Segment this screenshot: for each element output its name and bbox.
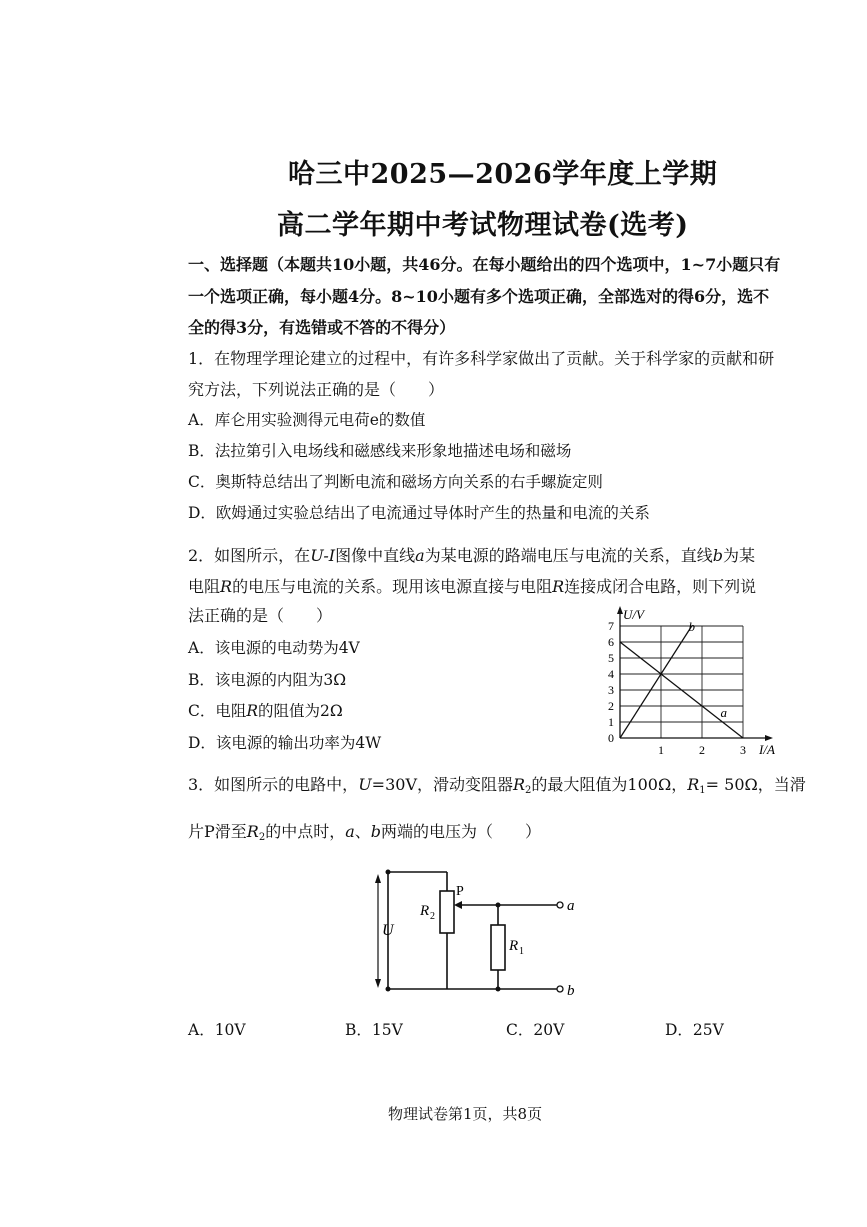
y-tick-label: 7 bbox=[608, 619, 614, 633]
q3-r2-var: R bbox=[513, 775, 526, 794]
q2-ui-var: U-I bbox=[310, 546, 336, 565]
q1-stem-line1: 1．在物理学理论建立的过程中，有许多科学家做出了贡献。关于科学家的贡献和研 bbox=[188, 349, 775, 368]
series-label-b: b bbox=[688, 618, 695, 634]
q3-stem-text: 、 bbox=[354, 822, 371, 841]
arrow-up-icon bbox=[375, 874, 381, 883]
q3-stem-text: 片P滑至 bbox=[188, 822, 247, 841]
r2-resistor bbox=[440, 891, 454, 933]
q3-stem-text: =30V，滑动变阻器 bbox=[371, 775, 513, 794]
section-instruction-line1: 一、选择题（本题共10小题，共46分。在每小题给出的四个选项中，1~7小题只有 bbox=[188, 255, 781, 274]
y-tick-label: 3 bbox=[608, 683, 614, 697]
q2-stem-text: 为某 bbox=[722, 546, 755, 565]
q3-stem-line2 bbox=[188, 822, 541, 848]
x-axis-label: I/A bbox=[759, 742, 775, 757]
q3-a-var: a bbox=[345, 822, 355, 841]
q2-option-c bbox=[188, 701, 343, 721]
q2-stem-text: 图像中直线 bbox=[335, 546, 416, 565]
exam-title-line1: 哈三中2025—2026学年度上学期 bbox=[288, 159, 718, 190]
terminal-a-label: a bbox=[567, 898, 575, 914]
q2-r-var: R bbox=[220, 577, 233, 596]
q3-option-b: B．15V bbox=[345, 1021, 403, 1039]
u-label: U bbox=[382, 922, 394, 939]
q3-b-var: b bbox=[370, 822, 382, 841]
q1-option-b: B．法拉第引入电场线和磁感线来形象地描述电场和磁场 bbox=[188, 442, 572, 460]
x-tick-label: 3 bbox=[740, 743, 746, 757]
y-tick-label: 1 bbox=[608, 715, 614, 729]
q1-option-c: C．奥斯特总结出了判断电流和磁场方向关系的右手螺旋定则 bbox=[188, 473, 603, 491]
q2-line-b-var: b bbox=[712, 546, 723, 565]
section-instruction-line3: 全的得3分，有选错或不答的不得分） bbox=[188, 318, 456, 337]
q3-stem-text: 3．如图所示的电路中， bbox=[188, 775, 359, 794]
q3-option-c: C．20V bbox=[506, 1021, 565, 1039]
q3-option-d: D．25V bbox=[665, 1021, 724, 1039]
circuit-diagram bbox=[370, 855, 590, 1005]
q2-option-text: C．电阻 bbox=[188, 702, 247, 720]
q2-option-text: B．该电源的内阻为3Ω bbox=[188, 671, 347, 689]
q2-stem-line2 bbox=[188, 577, 756, 597]
r1-label: R bbox=[509, 938, 519, 954]
q2-option-d bbox=[188, 733, 381, 753]
slider-label-p: P bbox=[456, 884, 464, 899]
terminal-a bbox=[557, 902, 563, 908]
q2-line-a-var: a bbox=[415, 546, 425, 565]
r2-label-sub: 2 bbox=[430, 911, 435, 922]
q2-stem-line1 bbox=[188, 546, 755, 566]
q2-stem-text: 连接成闭合电路，则下列说 bbox=[564, 577, 757, 596]
y-axis-label: U/V bbox=[623, 607, 644, 622]
q3-r1-var: R bbox=[687, 775, 700, 794]
exam-title-line2: 高二学年期中考试物理试卷(选考) bbox=[277, 210, 689, 241]
q3-stem-line1 bbox=[188, 775, 806, 801]
page-footer: 物理试卷第1页，共8页 bbox=[388, 1105, 543, 1123]
q3-stem-text: 的中点时， bbox=[265, 822, 346, 841]
x-tick-label: 2 bbox=[699, 743, 705, 757]
q3-stem-text: = 50Ω，当滑 bbox=[705, 775, 806, 794]
r1-label-sub: 1 bbox=[519, 946, 524, 957]
x-tick-label: 1 bbox=[658, 743, 664, 757]
node-dot bbox=[496, 903, 501, 908]
series-label-a: a bbox=[720, 705, 727, 721]
q2-r-var: R bbox=[246, 702, 259, 720]
q3-r2-sub: 2 bbox=[525, 785, 532, 796]
q2-option-text: 的阻值为2Ω bbox=[258, 702, 343, 720]
r1-resistor bbox=[491, 925, 505, 970]
y-tick-label: 6 bbox=[608, 635, 614, 649]
q3-option-a: A．10V bbox=[188, 1021, 246, 1039]
q3-r1-sub: 1 bbox=[699, 785, 706, 796]
q1-option-d: D．欧姆通过实验总结出了电流通过导体时产生的热量和电流的关系 bbox=[188, 504, 650, 522]
q2-stem-text: 为某电源的路端电压与电流的关系，直线 bbox=[424, 546, 713, 565]
y-tick-label: 2 bbox=[608, 699, 614, 713]
q2-r-var: R bbox=[552, 577, 565, 596]
y-tick-label: 0 bbox=[608, 731, 614, 745]
x-axis-arrow-icon bbox=[765, 735, 773, 741]
arrow-down-icon bbox=[375, 979, 381, 988]
section-instruction-line2: 一个选项正确，每小题4分。8~10小题有多个选项正确，全部选对的得6分，选不 bbox=[188, 287, 770, 306]
y-tick-label: 5 bbox=[608, 651, 614, 665]
terminal-b-label: b bbox=[567, 983, 575, 999]
q2-stem-text: 2．如图所示，在 bbox=[188, 546, 311, 565]
q2-stem-line3: 法正确的是（ ） bbox=[188, 606, 333, 625]
q3-u-var: U bbox=[358, 775, 372, 794]
slider-arrow-icon bbox=[454, 901, 462, 909]
q2-option-text: D．该电源的输出功率为4W bbox=[188, 734, 382, 752]
q1-stem-line2: 究方法，下列说法正确的是（ ） bbox=[188, 380, 445, 399]
q2-option-b bbox=[188, 670, 346, 690]
q3-stem-text: 两端的电压为（ ） bbox=[381, 822, 542, 841]
series-line-b bbox=[620, 626, 692, 738]
y-tick-label: 4 bbox=[608, 667, 614, 681]
node-dot bbox=[386, 987, 391, 992]
q3-r2-sub: 2 bbox=[258, 832, 266, 843]
q2-option-a bbox=[188, 638, 360, 658]
node-dot bbox=[496, 987, 501, 992]
terminal-b bbox=[557, 986, 563, 992]
q2-option-text: A．该电源的电动势为4V bbox=[188, 639, 360, 657]
node-dot bbox=[386, 870, 391, 875]
ui-graph bbox=[590, 600, 790, 760]
r2-label: R bbox=[420, 903, 430, 919]
q2-stem-text: 的电压与电流的关系。现用该电源直接与电阻 bbox=[232, 577, 553, 596]
q2-stem-text: 电阻 bbox=[188, 577, 221, 596]
q3-stem-text: 的最大阻值为100Ω， bbox=[531, 775, 688, 794]
q1-option-a: A．库仑用实验测得元电荷e的数值 bbox=[188, 411, 426, 429]
q3-r2-var: R bbox=[246, 822, 259, 841]
